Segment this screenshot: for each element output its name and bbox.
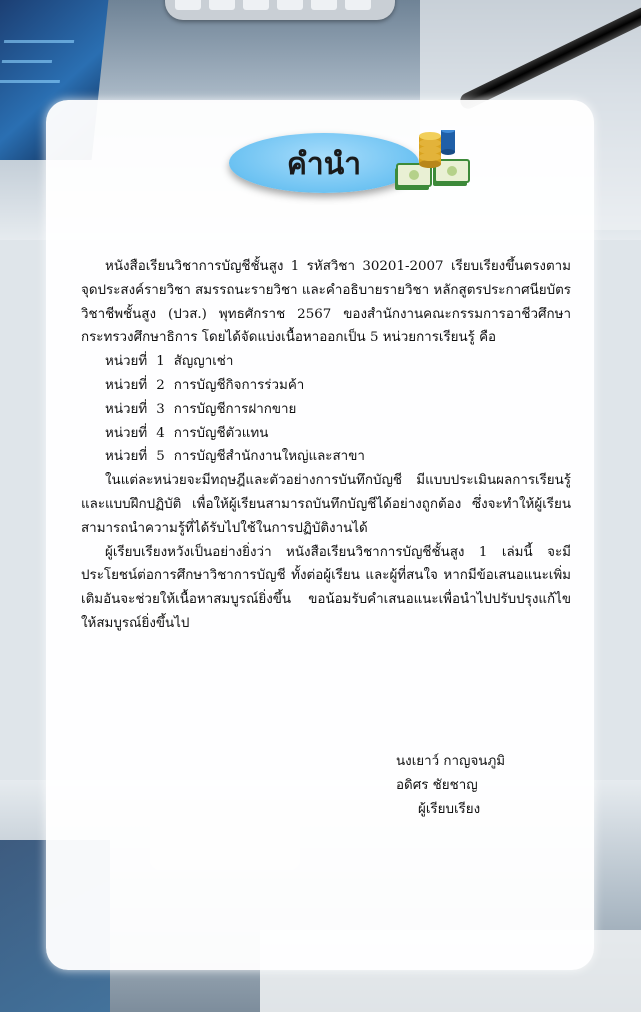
coins-money-icon	[393, 130, 475, 200]
unit-name: การบัญชีตัวแทน	[173, 425, 269, 441]
unit-item	[81, 398, 571, 422]
unit-name: การบัญชีกิจการร่วมค้า	[173, 377, 305, 393]
background-calculator	[165, 0, 395, 20]
unit-item	[81, 445, 571, 469]
foreword-body	[81, 255, 571, 636]
unit-number: 5	[156, 449, 165, 465]
intro-paragraph: หนังสือเรียนวิชาการบัญชีชั้นสูง 1 รหัสวิชา 30201-2007 เรียบเรียงขึ้นตรงตามจุดประสงค์รายวิชา สมรรถนะรายวิชา และคำอธิบายรายวิชา หลักสูตรประกาศนียบัตรวิชาชีพชั้นสูง (ปวส.) พุทธศักราช 2567 ของสำนักงานคณะกรรมการอาชีวศึกษา กระทรวงศึกษาธิการ โดยได้จัดแบ่งเนื้อหาออกเป็น 5 หน่วยการเรียนรู้ คือ	[81, 259, 571, 346]
unit-name: สัญญาเช่า	[173, 354, 234, 370]
unit-number: 3	[156, 401, 165, 417]
unit-name: การบัญชีการฝากขาย	[173, 401, 297, 417]
author-name-2: อดิศร ชัยชาญ	[396, 778, 478, 793]
title-banner	[229, 133, 419, 193]
unit-prefix: หน่วยที่	[105, 425, 148, 441]
unit-prefix: หน่วยที่	[105, 354, 148, 370]
unit-prefix: หน่วยที่	[105, 401, 148, 417]
body-paragraph-2: ในแต่ละหน่วยจะมีทฤษฎีและตัวอย่างการบันทึกบัญชี มีแบบประเมินผลการเรียนรู้และแบบฝึกปฏิบัติ เพื่อให้ผู้เรียนสามารถบันทึกบัญชีได้อย่างถูกต้อง ซึ่งจะทำให้ผู้เรียนสามารถนำความรู้ที่ได้รับไปใช้ในการปฏิบัติงานได้	[81, 473, 571, 536]
signature-block	[396, 750, 505, 822]
unit-prefix: หน่วยที่	[105, 449, 148, 465]
unit-name: การบัญชีสำนักงานใหญ่และสาขา	[173, 449, 365, 465]
unit-item	[81, 374, 571, 398]
body-paragraph-3: ผู้เรียบเรียงหวังเป็นอย่างยิ่งว่า หนังสือเรียนวิชาการบัญชีชั้นสูง 1 เล่มนี้ จะมีประโยชน์ต่อการศึกษาวิชาการบัญชี ทั้งต่อผู้เรียน และผู้ที่สนใจ หากมีข้อเสนอแนะเพิ่มเติมอันจะช่วยให้เนื้อหาสมบูรณ์ยิ่งขึ้น ขอน้อมรับคำเสนอแนะเพื่อนำไปปรับปรุงแก้ไขให้สมบูรณ์ยิ่งขึ้นไป	[81, 544, 571, 631]
unit-item	[81, 422, 571, 446]
unit-number: 4	[156, 425, 165, 441]
author-role: ผู้เรียบเรียง	[418, 802, 481, 817]
page-title: คำนำ	[286, 147, 362, 182]
author-name-1: นงเยาว์ กาญจนภูมิ	[396, 754, 506, 769]
unit-number: 2	[156, 377, 165, 393]
unit-number: 1	[156, 354, 165, 370]
unit-item	[81, 350, 571, 374]
unit-prefix: หน่วยที่	[105, 377, 148, 393]
